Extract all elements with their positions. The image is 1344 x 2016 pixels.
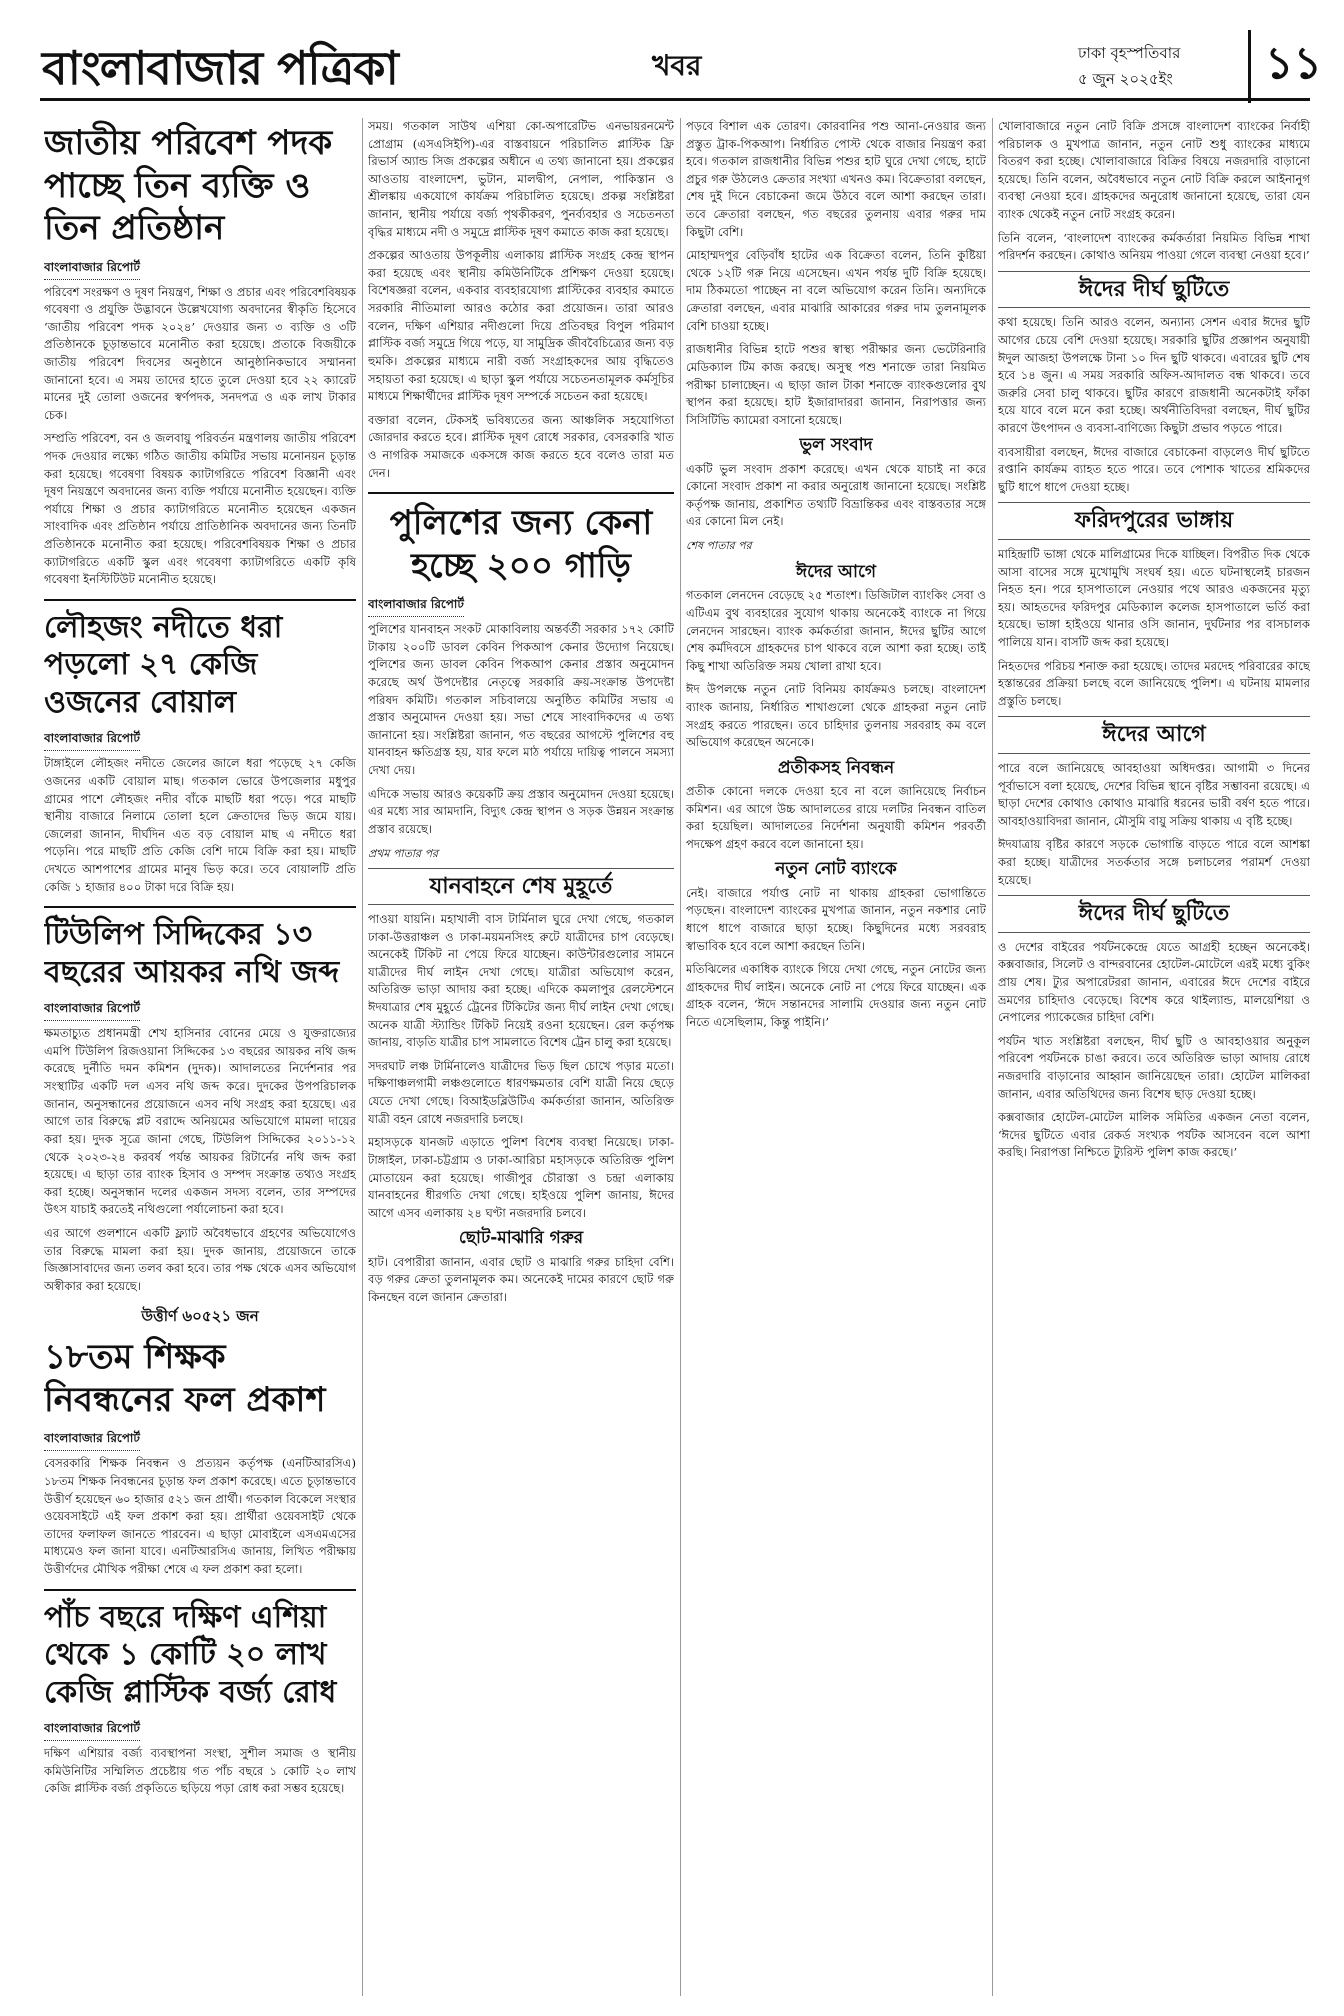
byline: বাংলাবাজার রিপোর্ট <box>368 596 464 617</box>
byline: বাংলাবাজার রিপোর্ট <box>44 1000 140 1021</box>
headline-boal-fish[interactable]: লৌহজং নদীতে ধরা পড়লো ২৭ কেজি ওজনের বোয়াল <box>44 609 283 720</box>
article-paragraph: বক্তারা বলেন, টেকসই ভবিষ্যতের জন্য আঞ্চলিক সহযোগিতা জোরদার করতে হবে। প্লাস্টিক দূষণ রোধে সরকার, বেসরকারি খাত ও নাগরিক সমাজকে একসঙ্গে কাজ করতে হবে বলেও তারা মত দেন। <box>368 412 674 480</box>
article-paragraph: ব্যবসায়ীরা বলছেন, ঈদের বাজারে বেচাকেনা বাড়লেও দীর্ঘ ছুটিতে রপ্তানি কার্যক্রম ব্যাহত হতে পারে। তবে পোশাক খাতের শ্রমিকদের ছুটি ধাপে ধাপে দেওয়া হচ্ছে। <box>998 444 1310 494</box>
article-paragraph: নেই। বাজারে পর্যাপ্ত নোট না থাকায় গ্রাহকরা ভোগান্তিতে পড়ছেন। বাংলাদেশ ব্যাংকের মুখপাত্র জানান, নতুন নকশার নোট ধাপে ধাপে বাজারে ছাড়া হচ্ছে। কিছুদিনের মধ্যে সরবরাহ স্বাভাবিক হবে বলে আশা করছেন তিনি। <box>686 885 986 953</box>
article-paragraph: হাট। বেপারীরা জানান, এবার ছোট ও মাঝারি গরুর চাহিদা বেশি। বড় গরুর ক্রেতা তুলনামূলক কম। অনেকেই দামের কারণে ছোট গরু কিনছেন বলে জানান ক্রেতারা। <box>368 1254 674 1304</box>
article-paragraph: একটি ভুল সংবাদ প্রকাশ করেছে। এখন থেকে যাচাই না করে কোনো সংবাদ প্রকাশ না করার অনুরোধ জানানো হয়েছে। সংশ্লিষ্ট কর্তৃপক্ষ জানায়, প্রকাশিত তথ্যটি বিভ্রান্তিকর এবং বাস্তবতার সঙ্গে এর কোনো মিল নেই। <box>686 461 986 529</box>
article-paragraph: ক্ষমতাচ্যুত প্রধানমন্ত্রী শেখ হাসিনার বোনের মেয়ে ও যুক্তরাজ্যের এমপি টিউলিপ রিজওয়ানা সিদ্দিকের ১৩ বছরের আয়কর নথি জব্দ করেছে দুর্নীতি দমন কমিশন (দুদক)। আদালতের নির্দেশনার পর সংস্থাটির একটি দল এসব নথি জব্দ করে। দুদকের উপপরিচালক জানান, অনুসন্ধানের প্রয়োজনে এসব নথি সংগ্রহ করা হয়েছে। এর আগে তার বিরুদ্ধে প্লট বরাদ্দে অনিয়মের অভিযোগে মামলা দায়ের করা হয়। দুদক সূত্রে জানা গেছে, টিউলিপ সিদ্দিকের ২০১১-১২ থেকে ২০২৩-২৪ করবর্ষ পর্যন্ত আয়কর রিটার্নের নথি জব্দ করা হয়েছে। এ ছাড়া তার ব্যাংক হিসাব ও সম্পদ সংক্রান্ত তথ্যও সংগ্রহ করা হচ্ছে। অনুসন্ধান দলের একজন সদস্য বলেন, তার সম্পদের উৎস যাচাই করতেই নথিগুলো পর্যালোচনা করা হবে। <box>44 1026 356 1217</box>
article-paragraph: প্রকল্পের আওতায় উপকূলীয় এলাকায় প্লাস্টিক সংগ্রহ কেন্দ্র স্থাপন করা হয়েছে এবং স্থানীয় কমিউনিটিকে প্রশিক্ষণ দেওয়া হয়েছে। বিশেষজ্ঞরা বলেন, একবার ব্যবহারযোগ্য প্লাস্টিকের ব্যবহার কমাতে সরকারি নীতিমালা আরও কঠোর করা প্রয়োজন। তারা আরও বলেন, দক্ষিণ এশিয়ার নদীগুলো দিয়ে প্রতিবছর বিপুল পরিমাণ প্লাস্টিক বর্জ্য সমুদ্রে গিয়ে পড়ে, যা সামুদ্রিক জীববৈচিত্র্যের জন্য বড় হুমকি। প্রকল্পের মাধ্যমে নারী বর্জ্য সংগ্রাহকদের আয় বৃদ্ধিতেও সহায়তা করা হয়েছে। এ ছাড়া স্কুল পর্যায়ে সচেতনতামূলক কর্মসূচির মাধ্যমে শিক্ষার্থীদের প্লাস্টিক দূষণ সম্পর্কে সচেতন করা হয়েছে। <box>368 248 674 404</box>
article-paragraph: পুলিশের যানবাহন সংকট মোকাবিলায় অন্তর্বর্তী সরকার ১৭২ কোটি টাকায় ২০০টি ডাবল কেবিন পিকআপ কেনার উদ্যোগ নিয়েছে। পুলিশের জন্য ডাবল কেবিন পিকআপ কেনার প্রস্তাব অনুমোদন করেছে অর্থ উপদেষ্টার নেতৃত্বে সরকারি ক্রয়-সংক্রান্ত উপদেষ্টা পরিষদ কমিটি। গতকাল সচিবালয়ে অনুষ্ঠিত কমিটির সভায় এ প্রস্তাব অনুমোদন দেওয়া হয়। সভা শেষে সাংবাদিকদের এ তথ্য জানানো হয়। সংশ্লিষ্টরা জানান, গত বছরের আগস্টে পুলিশের বহু যানবাহন ক্ষতিগ্রস্ত হয়, যার ফলে মাঠ পর্যায়ে দায়িত্ব পালনে সমস্যা দেখা দেয়। <box>368 622 674 778</box>
headline-long-holiday-tourism[interactable]: ঈদের দীর্ঘ ছুটিতে <box>998 895 1310 933</box>
headline-plastic-waste[interactable]: পাঁচ বছরে দক্ষিণ এশিয়া থেকে ১ কোটি ২০ লাখ কেজি প্লাস্টিক বর্জ্য রোধ <box>44 1599 337 1710</box>
column-2 <box>368 118 674 1996</box>
article-paragraph: প্রতীক কোনো দলকে দেওয়া হবে না বলে জানিয়েছে নির্বাচন কমিশন। এর আগে উচ্চ আদালতের রায়ে দলটির নিবন্ধন বাতিল করা হয়েছিল। আদালতের নির্দেশনা অনুযায়ী কমিশন পরবর্তী পদক্ষেপ গ্রহণ করবে বলে জানানো হয়। <box>686 784 986 851</box>
article-paragraph: এদিকে সভায় আরও কয়েকটি ক্রয় প্রস্তাব অনুমোদন দেওয়া হয়েছে। এর মধ্যে সার আমদানি, বিদ্যুৎ কেন্দ্র স্থাপন ও সড়ক উন্নয়ন সংক্রান্ত প্রস্তাব রয়েছে। <box>368 786 674 836</box>
column-divider <box>992 118 993 1996</box>
article-paragraph: ও দেশের বাইরের পর্যটনকেন্দ্রে যেতে আগ্রহী হচ্ছেন অনেকেই। কক্সবাজার, সিলেট ও বান্দরবানের হোটেল-মোটেলে এরই মধ্যে বুকিং প্রায় শেষ। ট্যুর অপারেটররা জানান, এবারের ঈদে দেশের বাইরে ভ্রমণের চাহিদাও বেড়েছে। বিশেষ করে থাইল্যান্ড, মালয়েশিয়া ও নেপালের প্যাকেজের চাহিদা বেশি। <box>998 939 1310 1025</box>
article-paragraph: গতকাল লেনদেন বেড়েছে ২৫ শতাংশ। ডিজিটাল ব্যাংকিং সেবা ও এটিএম বুথ ব্যবহারের সুযোগ থাকায় অনেকেই ব্যাংকে না গিয়ে লেনদেন সারছেন। ব্যাংক কর্মকর্তারা জানান, ঈদের ছুটির আগে শেষ কর্মদিবসে গ্রাহকদের চাপ থাকবে বলে আশা করা হচ্ছে। তাই কিছু শাখা অতিরিক্ত সময় খোলা রাখা হবে। <box>686 588 986 673</box>
headline-teacher-registration[interactable]: ১৮তম শিক্ষক নিবন্ধনের ফল প্রকাশ <box>44 1337 326 1420</box>
byline: বাংলাবাজার রিপোর্ট <box>44 1720 140 1741</box>
byline: বাংলাবাজার রিপোর্ট <box>44 730 140 751</box>
article-paragraph: পাওয়া যায়নি। মহাখালী বাস টার্মিনাল ঘুরে দেখা গেছে, গতকাল ঢাকা-উত্তরাঞ্চল ও ঢাকা-ময়মনসিংহ রুটে যাত্রীদের চাপ বেড়েছে। অনেকেই টিকিট না পেয়ে ফিরে যাচ্ছেন। কাউন্টারগুলোর সামনে যাত্রীদের দীর্ঘ লাইন দেখা গেছে। যাত্রীরা অভিযোগ করেন, অতিরিক্ত ভাড়া আদায় করা হচ্ছে। এদিকে কমলাপুর রেলস্টেশনে ঈদযাত্রার শেষ মুহূর্তে ট্রেনের টিকিটের জন্য দীর্ঘ লাইন দেখা গেছে। অনেক যাত্রী স্ট্যান্ডিং টিকিট নিয়েই রওনা হয়েছেন। রেল কর্তৃপক্ষ জানায়, বাড়তি যাত্রীর চাপ সামলাতে বিশেষ ট্রেন চালু করা হয়েছে। <box>368 912 674 1050</box>
article-paragraph: কক্সবাজার হোটেল-মোটেল মালিক সমিতির একজন নেতা বলেন, ‘ঈদের ছুটিতে এবার রেকর্ড সংখ্যক পর্যটক আসবেন বলে আশা করছি। নিরাপত্তা নিশ্চিতে ট্যুরিস্ট পুলিশ কাজ করছে।’ <box>998 1110 1310 1160</box>
headline-new-notes[interactable]: নতুন নোট ব্যাংকে <box>775 859 897 880</box>
article-paragraph: ঈদযাত্রায় বৃষ্টির কারণে সড়কে ভোগান্তি বাড়তে পারে বলে আশঙ্কা করা হচ্ছে। যাত্রীদের সতর্কতার সঙ্গে চলাচলের পরামর্শ দেওয়া হয়েছে। <box>998 837 1310 887</box>
article-paragraph: কথা হয়েছে। তিনি আরও বলেন, অন্যান্য সেশন এবার ঈদের ছুটি আগের চেয়ে বেশি দেওয়া হয়েছে। সরকারি ছুটির প্রজ্ঞাপন অনুযায়ী ঈদুল আজহা উপলক্ষে টানা ১০ দিন ছুটি থাকবে। এবারের ছুটি শেষ হবে ১৪ জুন। এ সময় সরকারি অফিস-আদালত বন্ধ থাকবে। তবে জরুরি সেবা চালু থাকবে। ছুটির কারণে রাজধানী অনেকটাই ফাঁকা হয়ে যাবে বলে মনে করা হচ্ছে। অর্থনীতিবিদরা বলছেন, দীর্ঘ ছুটির কারণে উৎপাদন ও ব্যবসা-বাণিজ্যে কিছুটা প্রভাব পড়তে পারে। <box>998 315 1310 436</box>
headline-police-vehicles[interactable]: পুলিশের জন্য কেনা হচ্ছে ২০০ গাড়ি <box>389 503 653 586</box>
article-paragraph: তিনি বলেন, ‘বাংলাদেশ ব্যাংকের কর্মকর্তারা নিয়মিত বিভিন্ন শাখা পরিদর্শন করছেন। কোথাও অনিয়ম পাওয়া গেলে ব্যবস্থা নেওয়া হবে।’ <box>998 230 1310 263</box>
column-3 <box>686 118 986 1996</box>
headline-transport-rush[interactable]: যানবাহনে শেষ মুহূর্তে <box>368 868 674 906</box>
article-paragraph: সময়। গতকাল সাউথ এশিয়া কো-অপারেটিভ এনভায়রনমেন্ট প্রোগ্রাম (এসএসিইপি)-এর বাস্তবায়নে পরিচালিত প্লাস্টিক ফ্রি রিভার্স অ্যান্ড সিজ প্রকল্পের অধীনে এ তথ্য জানানো হয়। প্রকল্পের আওতায় বাংলাদেশ, ভুটান, মালদ্বীপ, নেপাল, পাকিস্তান ও শ্রীলঙ্কায় একযোগে কার্যক্রম পরিচালিত হয়েছে। প্রকল্প সংশ্লিষ্টরা জানান, স্থানীয় পর্যায়ে বর্জ্য পৃথকীকরণ, পুনর্ব্যবহার ও সচেতনতা বৃদ্ধির মাধ্যমে নদী ও সমুদ্রে প্লাস্টিক দূষণ কমাতে কাজ করা হয়েছে। <box>368 119 674 239</box>
date-full: ৫ জুন ২০২৫ইং <box>1078 70 1173 88</box>
headline-faridpur-bhanga[interactable]: ফরিদপুরের ভাঙ্গায় <box>998 502 1310 540</box>
headline-environment-award[interactable]: জাতীয় পরিবেশ পদক পাচ্ছে তিন ব্যক্তি ও তিন প্রতিষ্ঠান <box>44 123 333 248</box>
article-paragraph: বেসরকারি শিক্ষক নিবন্ধন ও প্রত্যয়ন কর্তৃপক্ষ (এনটিআরসিএ) ১৮তম শিক্ষক নিবন্ধনের চূড়ান্ত ফল প্রকাশ করেছে। এতে চূড়ান্তভাবে উত্তীর্ণ হয়েছেন ৬০ হাজার ৫২১ জন প্রার্থী। গতকাল বিকেলে সংস্থার ওয়েবসাইটে এই ফল প্রকাশ করা হয়। প্রার্থীরা ওয়েবসাইট থেকে তাদের ফলাফল জানতে পারবেন। এ ছাড়া মোবাইলে এসএমএসের মাধ্যমেও ফল জানা যাবে। এনটিআরসিএ জানায়, লিখিত পরীক্ষায় উত্তীর্ণদের মৌখিক পরীক্ষা শেষে এ ফল প্রকাশ করা হলো। <box>44 1456 356 1577</box>
article-paragraph: এর আগে গুলশানে একটি ফ্ল্যাট অবৈধভাবে গ্রহণের অভিযোগেও তার বিরুদ্ধে মামলা করা হয়। দুদক জানায়, প্রয়োজনে তাকে জিজ্ঞাসাবাদের জন্য তলব করা হবে। তার পক্ষ থেকে এসব অভিযোগ অস্বীকার করা হয়েছে। <box>44 1225 356 1293</box>
section-label: খবর <box>652 49 702 82</box>
continuation-tag: প্রথম পাতার পর <box>368 846 439 860</box>
article-divider <box>44 906 356 908</box>
article-paragraph: টাঙ্গাইলে লৌহজং নদীতে জেলের জালে ধরা পড়েছে ২৭ কেজি ওজনের একটি বোয়াল মাছ। গতকাল ভোরে উপজেলার মধুপুর গ্রামের পাশে লৌহজং নদীর বাঁকে মাছটি ধরা পড়ে। পরে মাছটি স্থানীয় বাজারে নিলামে তোলা হলে ক্রেতাদের ভিড় জমে যায়। জেলেরা জানান, দীর্ঘদিন এত বড় বোয়াল মাছ এ নদীতে ধরা পড়েনি। পরে মাছটি প্রতি কেজি বেশি দামে বিক্রি করা হয়। মাছটি দেখতে আশপাশের গ্রামের মানুষ ভিড় করে। তবে বোয়ালটি প্রতি কেজি ১ হাজার ৪০০ টাকা দরে বিক্রি হয়। <box>44 756 356 894</box>
headline-before-eid[interactable]: ঈদের আগে <box>796 562 876 583</box>
headline-false-news[interactable]: ভুল সংবাদ <box>799 435 873 456</box>
continuation-tag: শেষ পাতার পর <box>686 539 752 553</box>
article-paragraph: পর্যটন খাত সংশ্লিষ্টরা বলছেন, দীর্ঘ ছুটি ও আবহাওয়ার অনুকূল পরিবেশ পর্যটনকে চাঙা করবে। তবে অতিরিক্ত ভাড়া আদায় রোধে নজরদারি বাড়ানোর আহ্বান জানিয়েছেন তারা। হোটেল মালিকরা জানান, এবার অতিথিদের জন্য বিশেষ ছাড় দেওয়া হচ্ছে। <box>998 1033 1310 1101</box>
article-paragraph: খোলাবাজারে নতুন নোট বিক্রি প্রসঙ্গে বাংলাদেশ ব্যাংকের নির্বাহী পরিচালক ও মুখপাত্র জানান, নতুন নোট শুধু ব্যাংকের মাধ্যমে বিতরণ করা হচ্ছে। খোলাবাজারে বিক্রির বিষয়ে নজরদারি বাড়ানো হয়েছে। তিনি বলেন, অবৈধভাবে নতুন নোট বিক্রি করলে আইনানুগ ব্যবস্থা নেওয়া হবে। গ্রাহকদের অনুরোধ জানানো হয়েছে, তারা যেন ব্যাংক থেকেই নতুন নোট সংগ্রহ করেন। <box>998 119 1310 222</box>
article-divider <box>44 1589 356 1591</box>
column-divider <box>680 118 681 1996</box>
article-paragraph: ঈদ উপলক্ষে নতুন নোট বিনিময় কার্যক্রমও চলছে। বাংলাদেশ ব্যাংক জানায়, নির্ধারিত শাখাগুলো থেকে গ্রাহকরা নতুন নোট সংগ্রহ করতে পারছেন। তবে চাহিদার তুলনায় সরবরাহ কম বলে অভিযোগ করেছেন অনেকে। <box>686 682 986 750</box>
page-header <box>40 28 1323 101</box>
article-paragraph: পড়বে বিশাল এক তোরণ। কোরবানির পশু আনা-নেওয়ার জন্য প্রস্তুত ট্রাক-পিকআপ। নির্ধারিত পোস্ট থেকে বাজার নিয়ন্ত্রণ করা হবে। গতকাল রাজধানীর বিভিন্ন পশুর হাট ঘুরে দেখা গেছে, হাটে প্রচুর গরু উঠলেও ক্রেতার সংখ্যা এখনও কম। বিক্রেতারা বলছেন, শেষ দুই দিনে বেচাকেনা জমে উঠবে বলে আশা করছেন তারা। তবে ক্রেতারা বলছেন, গত বছরের তুলনায় এবার গরুর দাম কিছুটা বেশি। <box>686 119 986 239</box>
kicker: উত্তীর্ণ ৬০৫২১ জন <box>141 1307 259 1326</box>
page-number: ১১ <box>1248 30 1322 103</box>
byline: বাংলাবাজার রিপোর্ট <box>44 1430 140 1451</box>
article-paragraph: সদরঘাট লঞ্চ টার্মিনালেও যাত্রীদের ভিড় ছিল চোখে পড়ার মতো। দক্ষিণাঞ্চলগামী লঞ্চগুলোতে ধারণক্ষমতার বেশি যাত্রী নিয়ে ছেড়ে যেতে দেখা গেছে। বিআইডব্লিউটিএ কর্মকর্তারা জানান, অতিরিক্ত যাত্রী বহন রোধে নজরদারি চলছে। <box>368 1058 674 1126</box>
article-paragraph: মাহিন্দ্রাটি ভাঙ্গা থেকে মালিগ্রামের দিকে যাচ্ছিল। বিপরীত দিক থেকে আসা বাসের সঙ্গে মুখোমুখি সংঘর্ষ হয়। এতে ঘটনাস্থলেই চারজন নিহত হন। পরে হাসপাতালে নেওয়ার পথে আরও একজনের মৃত্যু হয়। আহতদের ফরিদপুর মেডিক্যাল কলেজ হাসপাতালে ভর্তি করা হয়েছে। ভাঙ্গা হাইওয়ে থানার ওসি জানান, দুর্ঘটনার পর বাসচালক পালিয়ে যান। বাসটি জব্দ করা হয়েছে। <box>998 546 1310 650</box>
byline: বাংলাবাজার রিপোর্ট <box>44 259 140 280</box>
headline-long-holiday[interactable]: ঈদের দীর্ঘ ছুটিতে <box>998 271 1310 309</box>
column-divider <box>362 118 363 1996</box>
headline-cattle-market[interactable]: ছোট-মাঝারি গরুর <box>458 1228 584 1249</box>
article-paragraph: পারে বলে জানিয়েছে আবহাওয়া অধিদপ্তর। আগামী ৩ দিনের পূর্বাভাসে বলা হয়েছে, দেশের বিভিন্ন স্থানে বৃষ্টির সম্ভাবনা রয়েছে। এ ছাড়া দেশের কোথাও কোথাও মাঝারি ধরনের ভারী বর্ষণ হতে পারে। আবহাওয়াবিদরা জানান, মৌসুমি বায়ু সক্রিয় থাকায় এ বৃষ্টি হচ্ছে। <box>998 760 1310 828</box>
column-4 <box>998 118 1310 1996</box>
article-paragraph: মোহাম্মদপুর বেড়িবাঁধ হাটের এক বিক্রেতা বলেন, তিনি কুষ্টিয়া থেকে ১২টি গরু নিয়ে এসেছেন। এখন পর্যন্ত দুটি বিক্রি হয়েছে। দাম ঠিকমতো পাচ্ছেন না বলে অভিযোগ করেন তিনি। অন্যদিকে ক্রেতারা বলছেন, এবার মাঝারি আকারের গরুর দাম তুলনামূলক বেশি চাওয়া হচ্ছে। <box>686 248 986 333</box>
article-divider <box>368 492 674 494</box>
headline-symbol-registration[interactable]: প্রতীকসহ নিবন্ধন <box>777 757 895 778</box>
masthead-logo: বাংলাবাজার পত্রিকা <box>42 41 398 95</box>
article-paragraph: নিহতদের পরিচয় শনাক্ত করা হয়েছে। তাদের মরদেহ পরিবারের কাছে হস্তান্তরের প্রক্রিয়া চলছে বলে জানিয়েছে পুলিশ। এ ঘটনায় মামলার প্রস্তুতি চলছে। <box>998 658 1310 708</box>
column-1 <box>44 118 356 1996</box>
article-paragraph: সম্প্রতি পরিবেশ, বন ও জলবায়ু পরিবর্তন মন্ত্রণালয় জাতীয় পরিবেশ পদক দেওয়ার লক্ষ্যে গঠিত জাতীয় কমিটির সভায় মনোনয়ন চূড়ান্ত করা হয়েছে। গবেষণা বিষয়ক ক্যাটাগরিতে পরিবেশ বিজ্ঞানী এবং দূষণ নিয়ন্ত্রণে অবদানের জন্য ব্যক্তি পর্যায়ে মনোনীত হয়েছেন। ব্যক্তি পর্যায়ে শিক্ষা ও প্রচার ক্যাটাগরিতে মনোনীত হয়েছেন একজন সাংবাদিক এবং প্রতিষ্ঠান পর্যায়ে প্রাতিষ্ঠানিক অবদানের জন্য তিনটি প্রতিষ্ঠানকে মনোনীত করা হয়েছে। পরিবেশবিষয়ক শিক্ষা ও প্রচার ক্যাটাগরিতে একটি স্কুল এবং গবেষণা ক্যাটাগরিতে একটি কৃষি গবেষণা ইনস্টিটিউট মনোনীত হয়েছে। <box>44 431 356 587</box>
article-paragraph: মহাসড়কে যানজট এড়াতে পুলিশ বিশেষ ব্যবস্থা নিয়েছে। ঢাকা-টাঙ্গাইল, ঢাকা-চট্টগ্রাম ও ঢাকা-আরিচা মহাসড়কে অতিরিক্ত পুলিশ মোতায়েন করা হয়েছে। গাজীপুর চৌরাস্তা ও চন্দ্রা এলাকায় যানবাহনের ধীরগতি দেখা গেছে। হাইওয়ে পুলিশ জানায়, ঈদের আগে এসব এলাকায় ২৪ ঘণ্টা নজরদারি চলবে। <box>368 1135 674 1220</box>
headline-before-eid-weather[interactable]: ঈদের আগে <box>998 716 1310 754</box>
article-paragraph: পরিবেশ সংরক্ষণ ও দূষণ নিয়ন্ত্রণ, শিক্ষা ও প্রচার এবং পরিবেশবিষয়ক গবেষণা ও প্রযুক্তি উদ্ভাবনে উল্লেখযোগ্য অবদানের স্বীকৃতি হিসেবে ‘জাতীয় পরিবেশ পদক ২০২৪’ দেওয়ার জন্য ৩ ব্যক্তি ও ৩টি প্রতিষ্ঠানকে চূড়ান্তভাবে মনোনীত করা হয়েছে। প্রতাকে বিজয়ীকে জাতীয় পরিবেশ দিবসের অনুষ্ঠানে আনুষ্ঠানিকভাবে সম্মাননা জানানো হবে। এ সময় তাদের হাতে তুলে দেওয়া হবে ২২ ক্যারেট মানের দুই তোলা ওজনের স্বর্ণপদক, সনদপত্র ও এক লাখ টাকার চেক। <box>44 284 356 422</box>
article-paragraph: মতিঝিলের একাধিক ব্যাংকে গিয়ে দেখা গেছে, নতুন নোটের জন্য গ্রাহকদের দীর্ঘ লাইন। অনেকে নোট না পেয়ে ফিরে যাচ্ছেন। এক গ্রাহক বলেন, ‘ঈদে সন্তানদের সালামি দেওয়ার জন্য নতুন নোট নিতে এসেছিলাম, কিন্তু পাইনি।’ <box>686 962 986 1029</box>
article-divider <box>44 599 356 601</box>
article-paragraph: রাজধানীর বিভিন্ন হাটে পশুর স্বাস্থ্য পরীক্ষার জন্য ভেটেরিনারি মেডিক্যাল টিম কাজ করছে। অসুস্থ পশু শনাক্তে তারা নিয়মিত পরীক্ষা চালাচ্ছেন। এ ছাড়া জাল টাকা শনাক্তে ব্যাংকগুলোর বুথ স্থাপন করা হয়েছে। হাট ইজারাদাররা জানান, নিরাপত্তার জন্য সিসিটিভি ক্যামেরা বসানো হয়েছে। <box>686 342 986 427</box>
article-paragraph: দক্ষিণ এশিয়ার বর্জ্য ব্যবস্থাপনা সংস্থা, সুশীল সমাজ ও স্থানীয় কমিউনিটির সম্মিলিত প্রচেষ্টায় গত পাঁচ বছরে ১ কোটি ২০ লাখ কেজি প্লাস্টিক বর্জ্য প্রকৃতিতে ছড়িয়ে পড়া রোধ করা সম্ভব হয়েছে। <box>44 1746 356 1796</box>
headline-tulip-tax[interactable]: টিউলিপ সিদ্দিকের ১৩ বছরের আয়কর নথি জব্দ <box>44 917 340 990</box>
date-weekday: ঢাকা বৃহস্পতিবার <box>1078 44 1181 62</box>
